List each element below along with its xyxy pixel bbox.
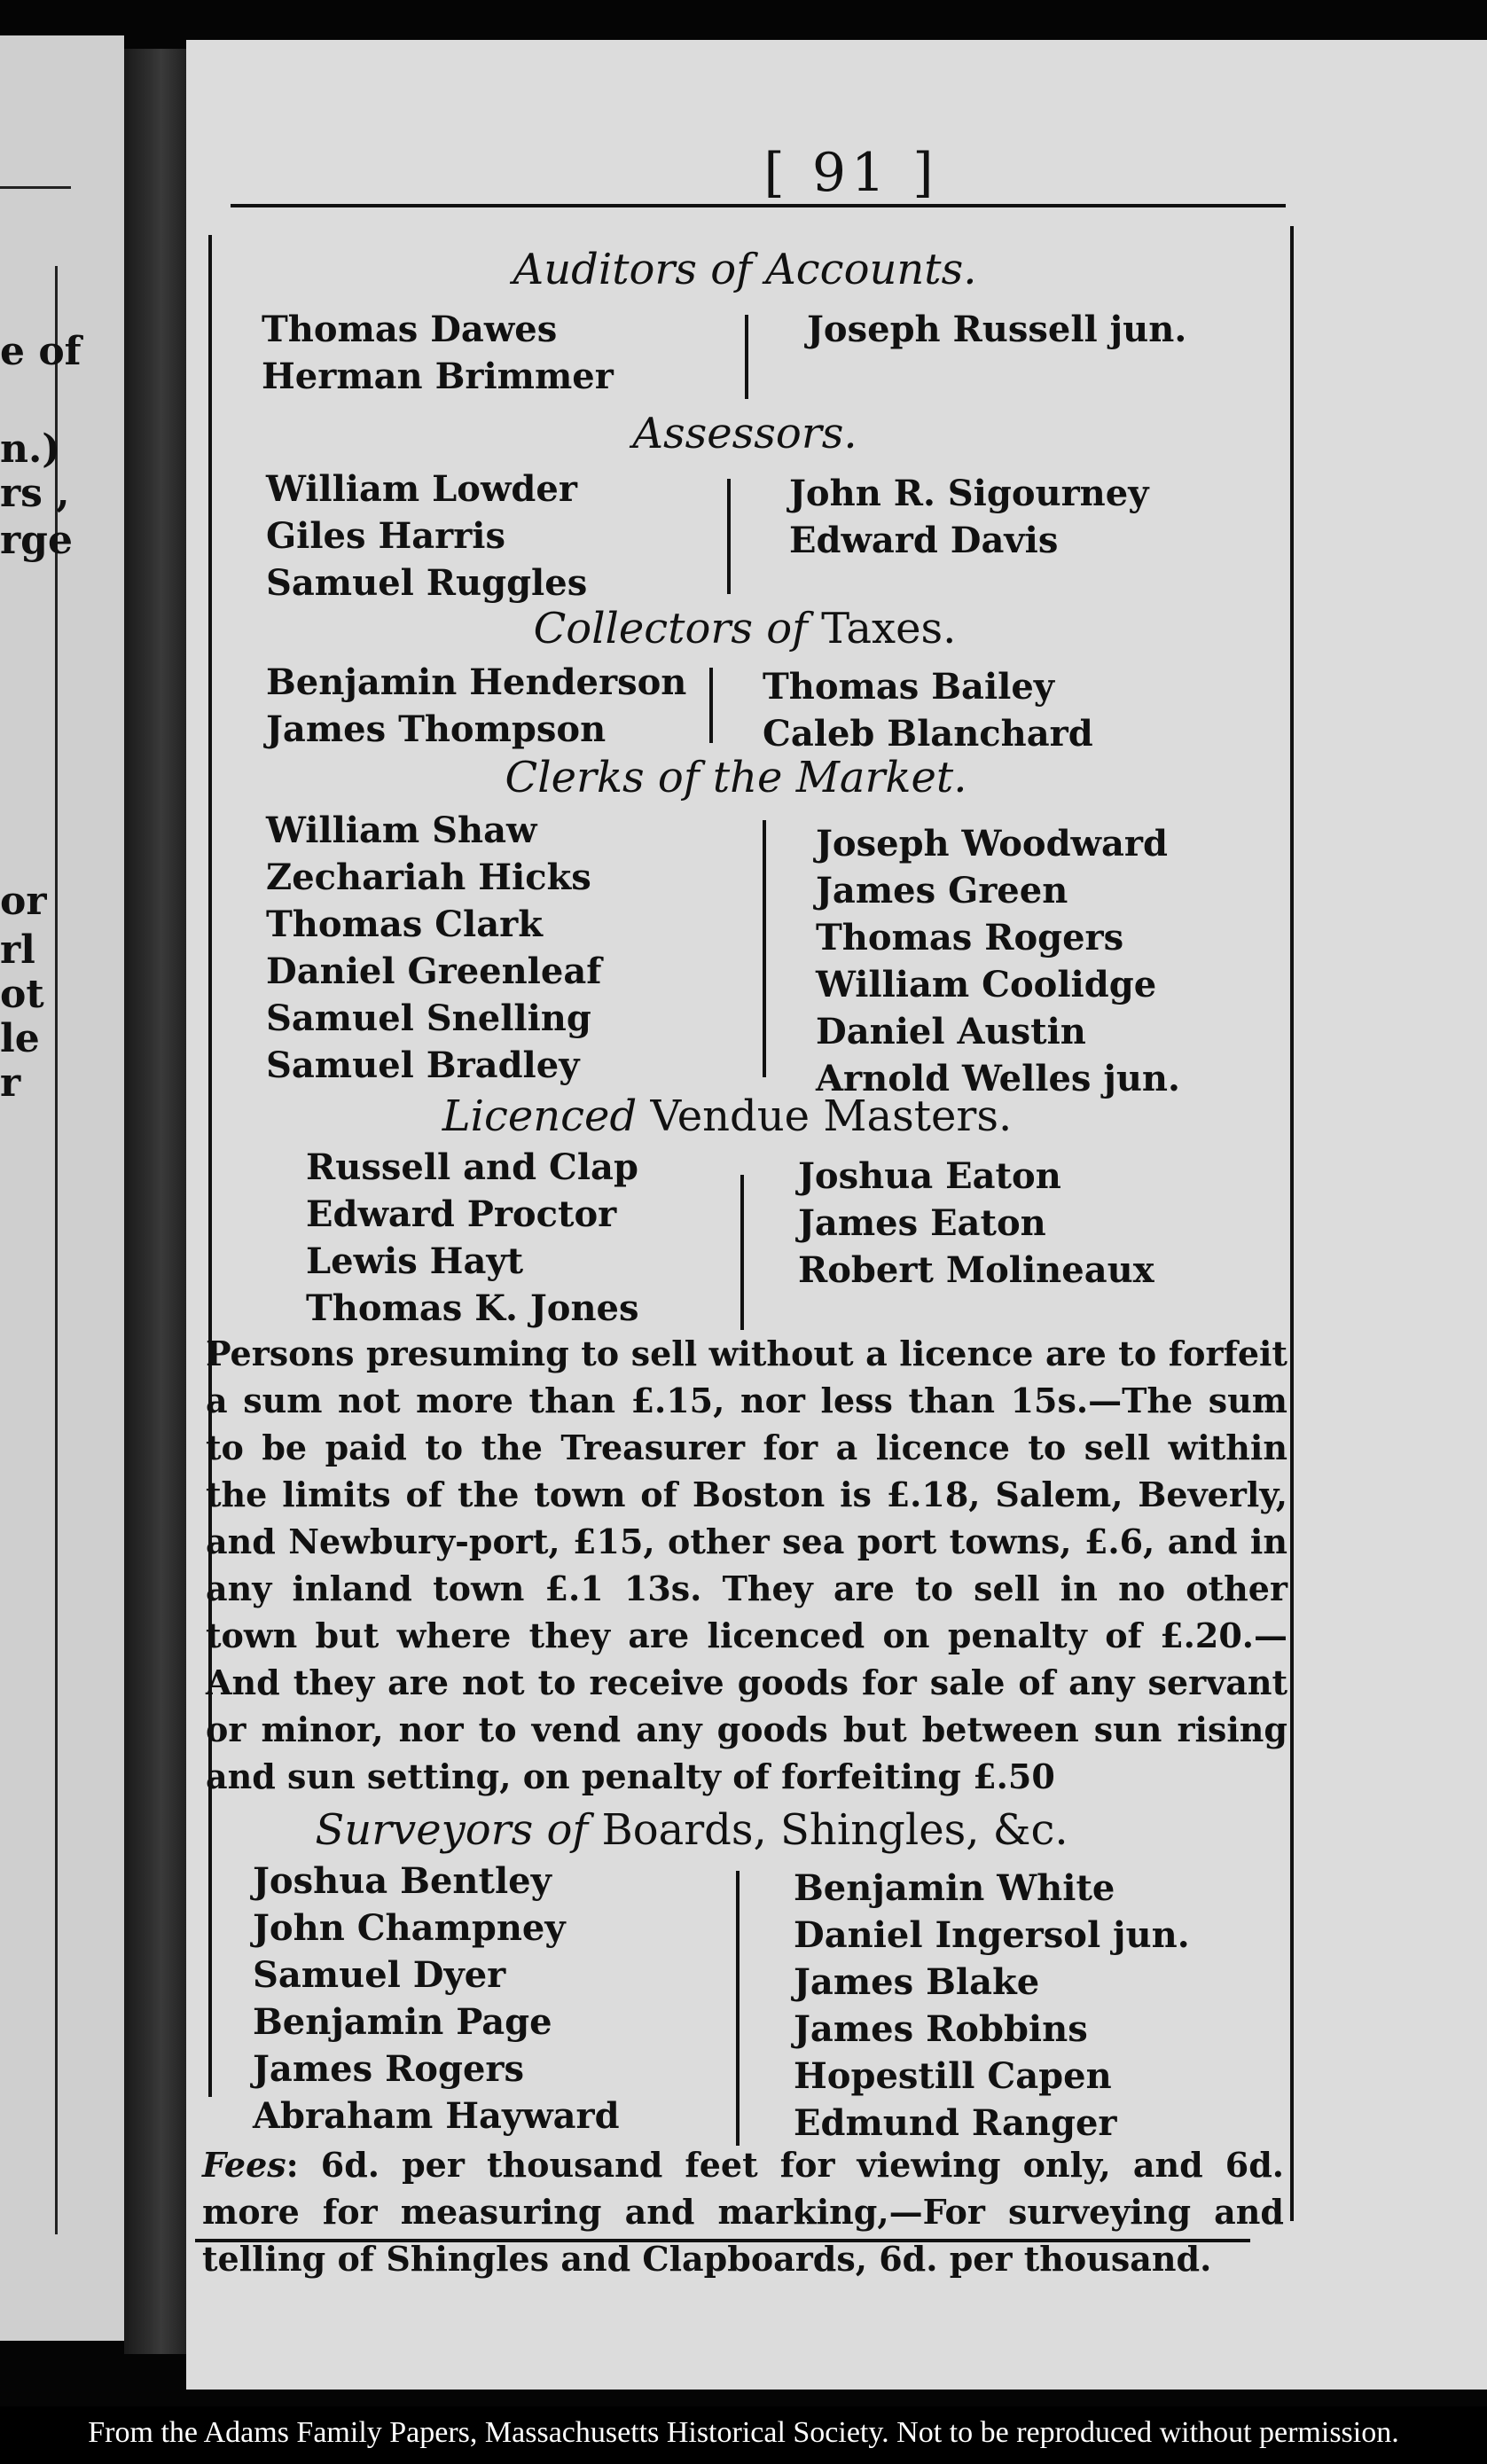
vendue-master-name: Thomas K. Jones	[306, 1287, 639, 1329]
assessor-name: Edward Davis	[789, 520, 1059, 561]
clerk-name: Samuel Bradley	[266, 1044, 580, 1086]
vendue-right-column	[798, 1153, 1154, 1294]
assessor-name: John R. Sigourney	[789, 473, 1149, 514]
heading-roman-part: Taxes.	[821, 604, 957, 653]
section-heading-surveyors	[160, 1805, 1224, 1855]
collectors-right-column	[763, 663, 1093, 757]
surveyor-name: Daniel Ingersol jun.	[794, 1914, 1190, 1956]
clerk-name: William Shaw	[266, 810, 537, 851]
clerk-name: Joseph Woodward	[816, 823, 1168, 864]
frame-rule-top	[231, 204, 1286, 207]
vendue-master-name: Robert Molineaux	[798, 1249, 1154, 1291]
assessor-name: Giles Harris	[266, 515, 506, 557]
auditors-left-column	[262, 306, 614, 400]
clerk-name: Samuel Snelling	[266, 997, 591, 1039]
vendue-master-name: Lewis Hayt	[306, 1240, 524, 1282]
surveyor-name: Hopestill Capen	[794, 2055, 1112, 2097]
heading-roman-part: Boards, Shingles, &c.	[601, 1805, 1068, 1855]
auditor-name: Thomas Dawes	[262, 309, 558, 350]
surveyor-name: Abraham Hayward	[253, 2095, 620, 2137]
clerk-name: Daniel Austin	[816, 1011, 1086, 1052]
assessor-name: Samuel Ruggles	[266, 562, 588, 604]
surveyor-name: Benjamin White	[794, 1867, 1115, 1909]
left-page-fragment: e of	[0, 329, 82, 374]
column-divider	[709, 668, 713, 743]
left-page-fragment: rge	[0, 518, 73, 563]
heading-italic-part: Collectors of	[533, 604, 808, 653]
permission-footer: From the Adams Family Papers, Massachusetts Historical Society. Not to be reproduced without permission.	[0, 2406, 1487, 2464]
surveyor-name: Joshua Bentley	[253, 1860, 552, 1902]
book-gutter	[124, 49, 186, 2354]
heading-italic-part: Licenced	[442, 1091, 638, 1141]
collectors-left-column	[266, 659, 686, 753]
clerk-name: Arnold Welles jun.	[816, 1058, 1180, 1099]
vendue-master-name: Joshua Eaton	[798, 1155, 1061, 1197]
left-page-rule	[0, 186, 71, 189]
section-heading-assessors: Assessors.	[632, 409, 857, 458]
clerk-name: Thomas Clark	[266, 903, 543, 945]
column-divider	[745, 315, 748, 399]
surveyor-name: James Robbins	[794, 2008, 1088, 2050]
fees-label: Fees	[202, 2145, 286, 2185]
surveyor-fees-text	[202, 2141, 1284, 2282]
surveyor-name: James Rogers	[253, 2048, 524, 2090]
assessors-right-column	[789, 470, 1148, 564]
fees-body: : 6d. per thousand feet for viewing only, and 6d. more for measuring and marking,—For surveying and telling of Shingles and Clapboards, 6d. per thousand.	[202, 2145, 1284, 2279]
clerk-name: William Coolidge	[816, 964, 1157, 1005]
heading-italic-part: Surveyors of	[315, 1805, 589, 1855]
clerks-right-column	[816, 820, 1180, 1102]
collector-name: Thomas Bailey	[763, 666, 1055, 708]
auditors-right-column	[807, 306, 1186, 353]
vendue-left-column	[306, 1144, 639, 1332]
collector-name: James Thompson	[266, 708, 607, 750]
column-divider	[740, 1175, 744, 1330]
vendue-licence-notice: Persons presuming to sell without a licence are to forfeit a sum not more than £.15, nor less than 15s.—The sum to be paid to the Treasurer for a licence to sell within the limits of the town of Boston is £.18, Salem, Beverly, and Newbury-port, £15, other sea port towns, £.6, and in any inland town £.1 13s. They are to sell in no other town but where they are licenced on penalty of £.20.—And they are not to receive goods for sale of any servant or minor, nor to vend any goods but between sun rising and sun setting, on penalty of forfeiting £.50	[206, 1334, 1287, 1796]
surveyors-left-column	[253, 1858, 620, 2139]
left-page-fragment: r	[0, 1060, 21, 1106]
vendue-master-name: Edward Proctor	[306, 1193, 617, 1235]
left-page-fragment: le	[0, 1016, 40, 1061]
column-divider	[727, 479, 731, 594]
left-facing-page	[0, 35, 124, 2341]
surveyor-name: Edmund Ranger	[794, 2102, 1117, 2144]
vendue-master-name: James Eaton	[798, 1202, 1046, 1244]
clerk-name: Daniel Greenleaf	[266, 950, 602, 992]
clerk-name: Thomas Rogers	[816, 917, 1124, 958]
clerks-left-column	[266, 807, 601, 1089]
heading-roman-part: Vendue Masters.	[650, 1091, 1013, 1141]
collector-name: Caleb Blanchard	[763, 713, 1093, 755]
left-page-fragment: rs ,	[0, 471, 70, 516]
column-divider	[736, 1871, 740, 2146]
vendue-master-name: Russell and Clap	[306, 1146, 638, 1188]
surveyor-name: Benjamin Page	[253, 2001, 552, 2043]
section-heading-vendue-masters	[195, 1091, 1259, 1141]
collector-name: Benjamin Henderson	[266, 661, 687, 703]
page-number: [ 91 ]	[763, 142, 939, 204]
clerk-name: Zechariah Hicks	[266, 857, 591, 898]
frame-rule-right	[1290, 226, 1294, 2221]
left-page-fragment: ot	[0, 972, 44, 1017]
section-heading-clerks: Clerks of the Market.	[505, 753, 967, 802]
surveyors-right-column	[794, 1865, 1190, 2147]
surveyor-name: John Champney	[253, 1907, 566, 1949]
left-page-fragment: n.)	[0, 426, 61, 472]
auditor-name: Joseph Russell jun.	[807, 309, 1187, 350]
left-page-fragment: or	[0, 879, 47, 924]
section-heading-auditors: Auditors of Accounts.	[513, 245, 977, 294]
assessors-left-column	[266, 465, 587, 606]
clerk-name: James Green	[816, 870, 1068, 911]
section-heading-collectors	[213, 604, 1277, 653]
auditor-name: Herman Brimmer	[262, 356, 614, 397]
surveyor-name: James Blake	[794, 1961, 1040, 2003]
column-divider	[763, 820, 766, 1077]
surveyor-name: Samuel Dyer	[253, 1954, 506, 1996]
page-91	[186, 40, 1487, 2390]
assessor-name: William Lowder	[266, 468, 577, 510]
left-page-fragment: rl	[0, 927, 35, 973]
